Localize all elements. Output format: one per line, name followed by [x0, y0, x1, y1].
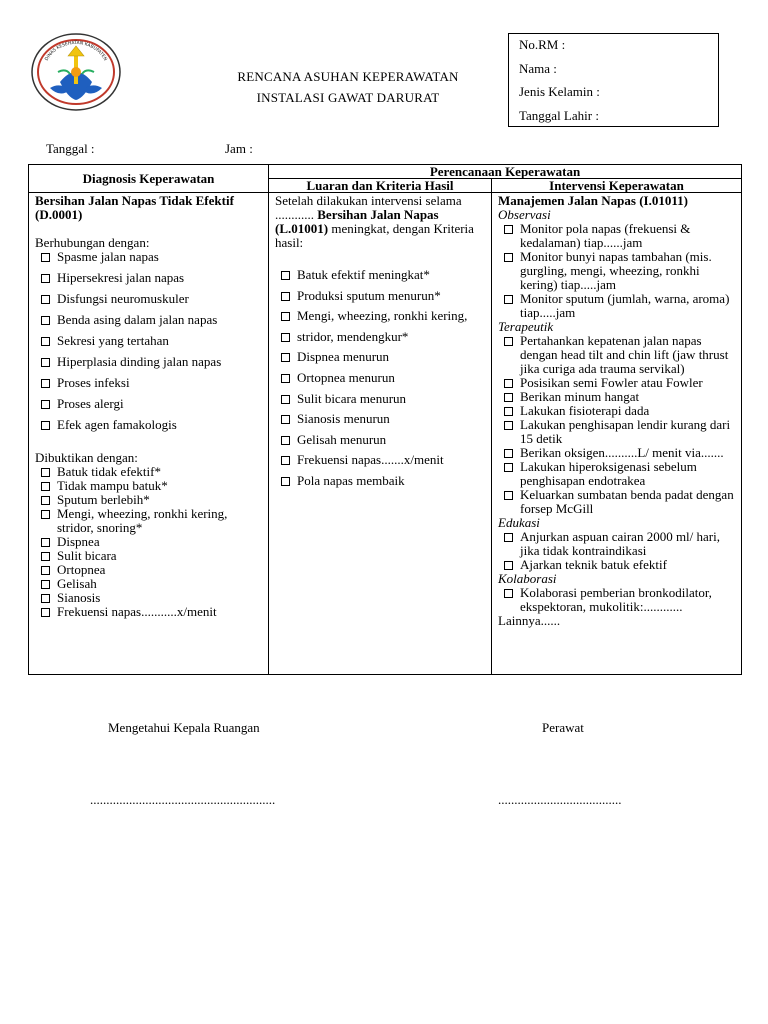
checkbox[interactable]: [41, 538, 50, 547]
terapeutik-item[interactable]: Lakukan hiperoksigenasi sebelum penghisapan endotrakea: [498, 460, 735, 488]
checkbox[interactable]: [504, 491, 513, 500]
tanggal-lahir-field[interactable]: Tanggal Lahir :: [519, 107, 599, 123]
tanggal-field[interactable]: Tanggal :: [46, 141, 95, 156]
intervensi-cell: [492, 193, 742, 675]
observasi-list: [498, 222, 735, 320]
checkbox[interactable]: [504, 393, 513, 402]
evidence-item[interactable]: Sianosis: [35, 591, 262, 605]
edukasi-list: [498, 530, 735, 572]
jam-field[interactable]: Jam :: [225, 141, 253, 156]
checkbox[interactable]: [504, 533, 513, 542]
criteria-item[interactable]: Dispnea menurun: [275, 350, 485, 364]
checkbox[interactable]: [281, 333, 290, 342]
checkbox[interactable]: [281, 395, 290, 404]
diagnosis-title: Bersihan Jalan Napas Tidak Efektif (D.0001): [35, 193, 234, 222]
criteria-item[interactable]: Sulit bicara menurun: [275, 392, 485, 406]
terapeutik-item[interactable]: Pertahankan kepatenan jalan napas dengan head tilt and chin lift (jaw thrust jika curiga ada trauma servikal): [498, 334, 735, 376]
checkbox[interactable]: [41, 580, 50, 589]
related-item[interactable]: Benda asing dalam jalan napas: [35, 313, 262, 327]
criteria-item[interactable]: Ortopnea menurun: [275, 371, 485, 385]
terapeutik-item[interactable]: Lakukan fisioterapi dada: [498, 404, 735, 418]
head-nurse-signature-line[interactable]: .........................................................: [90, 792, 276, 807]
checkbox[interactable]: [504, 561, 513, 570]
evidence-list: [35, 465, 262, 619]
checkbox[interactable]: [41, 337, 50, 346]
criteria-item[interactable]: Produksi sputum menurun*: [275, 289, 485, 303]
checkbox[interactable]: [504, 379, 513, 388]
checkbox[interactable]: [41, 552, 50, 561]
checkbox[interactable]: [41, 316, 50, 325]
checkbox[interactable]: [41, 482, 50, 491]
jenis-kelamin-field[interactable]: Jenis Kelamin :: [519, 84, 600, 99]
lainnya-field[interactable]: Lainnya......: [498, 613, 561, 628]
evidence-item[interactable]: Batuk tidak efektif*: [35, 465, 262, 479]
related-item[interactable]: Spasme jalan napas: [35, 250, 262, 264]
header-diagnosis: Diagnosis Keperawatan: [29, 165, 269, 193]
terapeutik-item[interactable]: Berikan oksigen..........L/ menit via.......: [498, 446, 735, 460]
related-item[interactable]: Disfungsi neuromuskuler: [35, 292, 262, 306]
checkbox[interactable]: [281, 292, 290, 301]
related-item[interactable]: Proses alergi: [35, 397, 262, 411]
institution-logo: [30, 32, 122, 112]
form-subtitle: INSTALASI GAWAT DARURAT: [256, 90, 440, 105]
evidence-item[interactable]: Mengi, wheezing, ronkhi kering, stridor, snoring*: [35, 507, 262, 535]
luaran-intro: Setelah dilakukan intervensi selama ............ Bersihan Jalan Napas (L.01001) meningkat, dengan Kriteria hasil:: [275, 193, 474, 250]
related-item[interactable]: Sekresi yang tertahan: [35, 334, 262, 348]
checkbox[interactable]: [504, 295, 513, 304]
evidence-item[interactable]: Ortopnea: [35, 563, 262, 577]
checkbox[interactable]: [41, 608, 50, 617]
terapeutik-list: [498, 334, 735, 516]
observasi-label: Observasi: [498, 207, 551, 222]
checkbox[interactable]: [504, 337, 513, 346]
terapeutik-item[interactable]: Lakukan penghisapan lendir kurang dari 15 detik: [498, 418, 735, 446]
criteria-item[interactable]: Pola napas membaik: [275, 474, 485, 488]
related-list: [35, 250, 262, 432]
criteria-item[interactable]: Batuk efektif meningkat*: [275, 268, 485, 282]
edukasi-item[interactable]: Anjurkan aspuan cairan 2000 ml/ hari, jika tidak kontraindikasi: [498, 530, 735, 558]
checkbox[interactable]: [504, 421, 513, 430]
header-luaran: Luaran dan Kriteria Hasil: [269, 179, 492, 193]
nama-field[interactable]: Nama :: [519, 60, 557, 76]
checkbox[interactable]: [281, 415, 290, 424]
no-rm-field[interactable]: No.RM :: [519, 37, 566, 52]
intervensi-title: Manajemen Jalan Napas (I.01011): [498, 193, 688, 208]
checkbox[interactable]: [504, 253, 513, 262]
evidence-item[interactable]: Dispnea: [35, 535, 262, 549]
care-plan-table: [28, 164, 742, 675]
checkbox[interactable]: [281, 353, 290, 362]
checkbox[interactable]: [504, 449, 513, 458]
checkbox[interactable]: [281, 477, 290, 486]
checkbox[interactable]: [504, 463, 513, 472]
checkbox[interactable]: [281, 271, 290, 280]
edukasi-item[interactable]: Ajarkan teknik batuk efektif: [498, 558, 735, 572]
kolaborasi-item[interactable]: Kolaborasi pemberian bronkodilator, ekspektoran, mukolitik:............: [498, 586, 735, 614]
checkbox[interactable]: [281, 374, 290, 383]
checkbox[interactable]: [41, 253, 50, 262]
observasi-item[interactable]: Monitor bunyi napas tambahan (mis. gurgling, mengi, wheezing, ronkhi kering) tiap.....jam: [498, 250, 735, 292]
criteria-list: [275, 268, 485, 488]
related-item[interactable]: Efek agen famakologis: [35, 418, 262, 432]
related-item[interactable]: Proses infeksi: [35, 376, 262, 390]
checkbox[interactable]: [41, 421, 50, 430]
header-intervensi: Intervensi Keperawatan: [492, 179, 742, 193]
checkbox[interactable]: [41, 510, 50, 519]
checkbox[interactable]: [41, 274, 50, 283]
logo-lettering: DINAS KESEHATAN KABUPATEN: [44, 40, 108, 62]
terapeutik-item[interactable]: Keluarkan sumbatan benda padat dengan forsep McGill: [498, 488, 735, 516]
checkbox[interactable]: [281, 456, 290, 465]
checkbox[interactable]: [41, 468, 50, 477]
observasi-item[interactable]: Monitor sputum (jumlah, warna, aroma) tiap.....jam: [498, 292, 735, 320]
evidence-item[interactable]: Frekuensi napas...........x/menit: [35, 605, 262, 619]
checkbox[interactable]: [41, 400, 50, 409]
related-item[interactable]: Hiperplasia dinding jalan napas: [35, 355, 262, 369]
checkbox[interactable]: [41, 496, 50, 505]
luaran-cell: [269, 193, 492, 675]
checkbox[interactable]: [504, 589, 513, 598]
evidence-label: Dibuktikan dengan:: [35, 450, 138, 465]
nurse-signature-line[interactable]: ......................................: [498, 792, 622, 807]
checkbox[interactable]: [41, 594, 50, 603]
patient-identity-box: [508, 33, 719, 127]
terapeutik-label: Terapeutik: [498, 319, 554, 334]
related-item[interactable]: Hipersekresi jalan napas: [35, 271, 262, 285]
evidence-item[interactable]: Tidak mampu batuk*: [35, 479, 262, 493]
criteria-item[interactable]: Frekuensi napas.......x/menit: [275, 453, 485, 467]
header-perencanaan: Perencanaan Keperawatan: [269, 165, 742, 179]
head-nurse-label: Mengetahui Kepala Ruangan: [108, 720, 260, 735]
checkbox[interactable]: [504, 225, 513, 234]
checkbox[interactable]: [281, 312, 290, 321]
checkbox[interactable]: [41, 566, 50, 575]
terapeutik-item[interactable]: Berikan minum hangat: [498, 390, 735, 404]
checkbox[interactable]: [41, 358, 50, 367]
terapeutik-item[interactable]: Posisikan semi Fowler atau Fowler: [498, 376, 735, 390]
edukasi-label: Edukasi: [498, 515, 540, 530]
checkbox[interactable]: [504, 407, 513, 416]
checkbox[interactable]: [41, 379, 50, 388]
checkbox[interactable]: [41, 295, 50, 304]
kolaborasi-list: [498, 586, 735, 614]
observasi-item[interactable]: Monitor pola napas (frekuensi & kedalaman) tiap......jam: [498, 222, 735, 250]
criteria-item[interactable]: Mengi, wheezing, ronkhi kering,: [275, 309, 485, 323]
form-title: RENCANA ASUHAN KEPERAWATAN: [237, 69, 459, 84]
criteria-item[interactable]: Gelisah menurun: [275, 433, 485, 447]
evidence-item[interactable]: Gelisah: [35, 577, 262, 591]
related-label: Berhubungan dengan:: [35, 235, 150, 250]
criteria-item[interactable]: Sianosis menurun: [275, 412, 485, 426]
criteria-item[interactable]: stridor, mendengkur*: [275, 330, 485, 344]
kolaborasi-label: Kolaborasi: [498, 571, 557, 586]
checkbox[interactable]: [281, 436, 290, 445]
evidence-item[interactable]: Sulit bicara: [35, 549, 262, 563]
evidence-item[interactable]: Sputum berlebih*: [35, 493, 262, 507]
diagnosis-cell: [29, 193, 269, 675]
nurse-label: Perawat: [542, 720, 584, 735]
